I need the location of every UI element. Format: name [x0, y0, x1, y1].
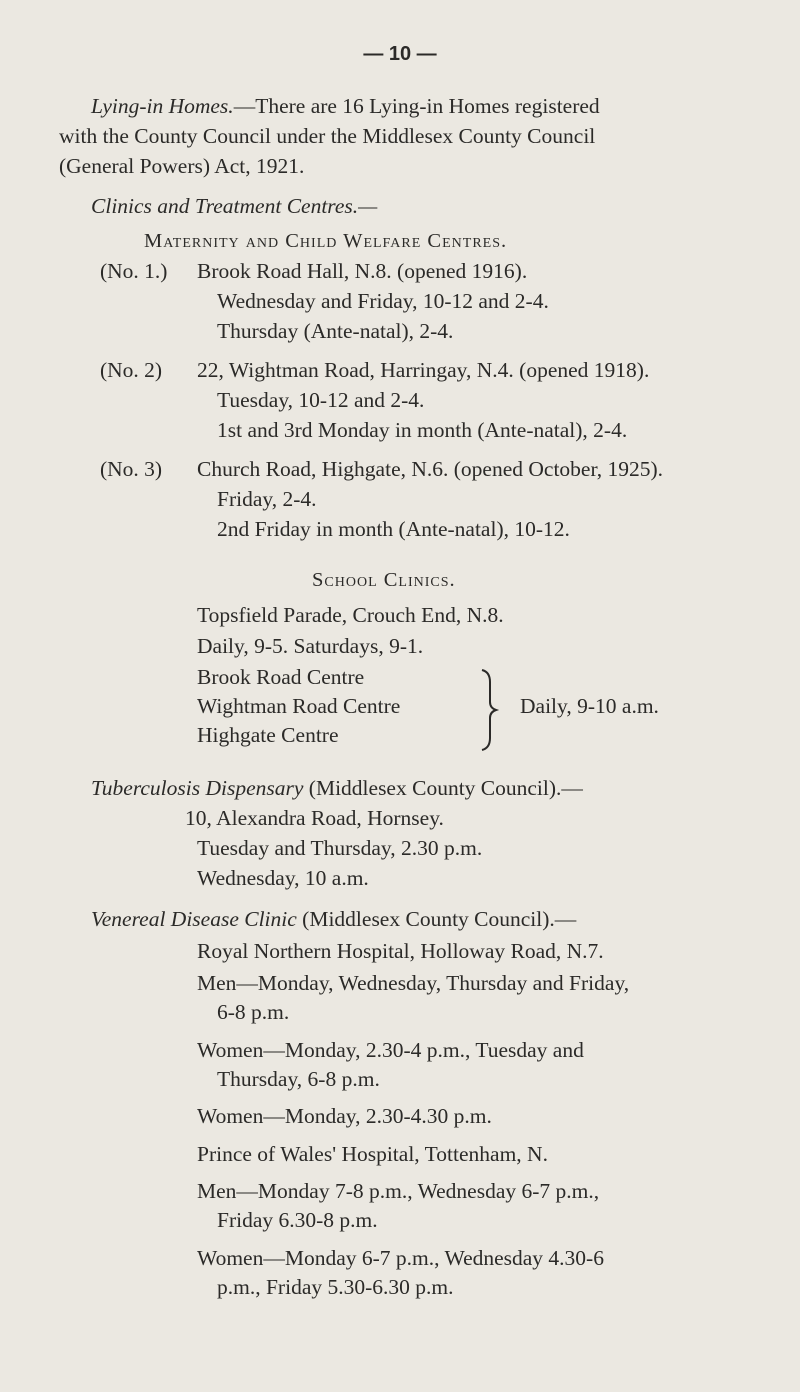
tb-title-line [91, 774, 583, 802]
centre-2-time-2: 1st and 3rd Monday in month (Ante-natal), 2-4. [217, 418, 628, 442]
vd-h1-line-3: Women—Monday, 2.30-4 p.m., Tuesday and [197, 1038, 584, 1062]
centre-3-time-2: 2nd Friday in month (Ante-natal), 10-12. [217, 517, 570, 541]
school-clinics-line-2: Daily, 9-5. Saturdays, 9-1. [197, 634, 424, 658]
lying-in-line-1 [91, 92, 600, 120]
centre-2-no: (No. 2) [100, 358, 163, 382]
school-centre-3: Highgate Centre [197, 723, 339, 747]
vd-h2-line-2: Friday 6.30-8 p.m. [217, 1208, 378, 1232]
lying-in-text-1: —There are 16 Lying-in Homes registered [233, 94, 600, 118]
centre-1-time-1: Wednesday and Friday, 10-12 and 2-4. [217, 289, 549, 313]
tb-title: Tuberculosis Dispensary [91, 776, 304, 800]
tb-address: 10, Alexandra Road, Hornsey. [185, 806, 444, 830]
centre-2-address: 22, Wightman Road, Harringay, N.4. (opened 1918). [197, 358, 650, 382]
vd-h2-line-4: p.m., Friday 5.30-6.30 p.m. [217, 1275, 454, 1299]
centre-3-no: (No. 3) [100, 457, 163, 481]
clinics-title: Clinics and Treatment Centres.— [91, 194, 378, 218]
vd-h1-line-1: Men—Monday, Wednesday, Thursday and Friday, [197, 971, 630, 995]
vd-title: Venereal Disease Clinic [91, 907, 297, 931]
maternity-heading: Maternity and Child Welfare Centres. [144, 230, 508, 252]
vd-hospital-2: Prince of Wales' Hospital, Tottenham, N. [197, 1142, 548, 1166]
tb-line-1: Tuesday and Thursday, 2.30 p.m. [197, 836, 483, 860]
centre-1-no: (No. 1.) [100, 259, 168, 283]
centre-1-time-2: Thursday (Ante-natal), 2-4. [217, 319, 454, 343]
vd-title-line [91, 905, 576, 933]
lying-in-line-2: with the County Council under the Middlesex County Council [59, 124, 596, 148]
vd-h2-line-3: Women—Monday 6-7 p.m., Wednesday 4.30-6 [197, 1246, 604, 1270]
page-number: — 10 — [363, 43, 437, 65]
school-clinics-line-1: Topsfield Parade, Crouch End, N.8. [197, 603, 504, 627]
vd-hospital-1: Royal Northern Hospital, Holloway Road, N.7. [197, 939, 604, 963]
vd-h1-line-4: Thursday, 6-8 p.m. [217, 1067, 380, 1091]
lying-in-line-3: (General Powers) Act, 1921. [59, 154, 305, 178]
school-centre-1: Brook Road Centre [197, 665, 365, 689]
vd-h1-line-2: 6-8 p.m. [217, 1000, 290, 1024]
school-clinics-hours: Daily, 9-10 a.m. [520, 694, 659, 718]
lying-in-title: Lying-in Homes. [91, 94, 234, 118]
vd-title-rest: (Middlesex County Council).— [296, 907, 577, 931]
brace-icon [478, 668, 502, 752]
centre-2-time-1: Tuesday, 10-12 and 2-4. [217, 388, 425, 412]
centre-3-address: Church Road, Highgate, N.6. (opened October, 1925). [197, 457, 664, 481]
vd-h2-line-1: Men—Monday 7-8 p.m., Wednesday 6-7 p.m., [197, 1179, 600, 1203]
school-clinics-heading: School Clinics. [312, 569, 456, 591]
vd-h1-line-5: Women—Monday, 2.30-4.30 p.m. [197, 1104, 492, 1128]
tb-title-rest: (Middlesex County Council).— [303, 776, 583, 800]
school-centre-2: Wightman Road Centre [197, 694, 401, 718]
centre-1-address: Brook Road Hall, N.8. (opened 1916). [197, 259, 528, 283]
centre-3-time-1: Friday, 2-4. [217, 487, 317, 511]
tb-line-2: Wednesday, 10 a.m. [197, 866, 369, 890]
